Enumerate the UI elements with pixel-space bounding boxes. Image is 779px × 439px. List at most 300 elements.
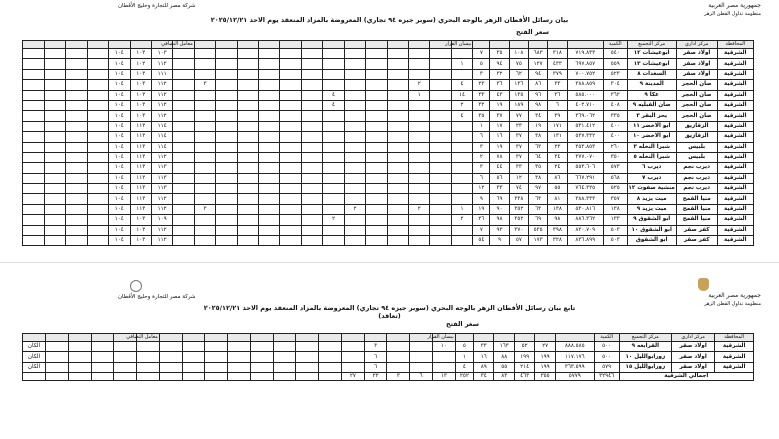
- table-cell: [410, 342, 433, 352]
- table-cell: ٣٠٤: [603, 80, 627, 90]
- table-cell: ٧٧: [509, 111, 528, 121]
- table-cell: ٢: [409, 80, 430, 90]
- column-header: [364, 334, 387, 342]
- table-cell: ٥٢٣: [603, 69, 627, 79]
- table-cell: [433, 352, 456, 362]
- table-cell: ٣٥: [528, 163, 547, 173]
- table-cell: [173, 121, 194, 131]
- table-cell: ١٩: [528, 121, 547, 131]
- table-cell: ٤: [323, 100, 344, 110]
- table-cell: [173, 236, 194, 246]
- table-cell: [173, 111, 194, 121]
- table-cell: [409, 215, 430, 225]
- table-cell: ١٠٤: [109, 152, 130, 162]
- table-cell: [366, 59, 387, 69]
- table-cell: ٦٨٣: [528, 49, 547, 59]
- table-cell: ٣٧٠: [509, 225, 528, 235]
- table-cell: صان الحجر: [676, 80, 717, 90]
- table-cell: اولاد صقر: [676, 59, 717, 69]
- table-cell: [296, 362, 319, 372]
- table-cell: [66, 69, 87, 79]
- table-cell: ٩٤: [490, 59, 509, 69]
- table-cell: [194, 215, 215, 225]
- table-cell: ١٢٧: [528, 59, 547, 69]
- table-cell: [250, 352, 273, 362]
- table-row: [23, 132, 754, 142]
- table-cell: ١٢: [509, 173, 528, 183]
- table-cell: [344, 152, 365, 162]
- total-cell: ٤٦٣: [514, 373, 534, 381]
- table-cell: [194, 225, 215, 235]
- table-cell: [87, 184, 108, 194]
- table-cell: ٣٢: [473, 100, 490, 110]
- table-cell: ١١٣: [130, 132, 151, 142]
- table-cell: الزقازيق: [676, 121, 717, 131]
- table-cell: [68, 342, 91, 352]
- table-cell: [366, 142, 387, 152]
- total-cell: ٣٢٩٤٦: [594, 373, 619, 381]
- table-cell: ديرب نجم: [676, 173, 717, 183]
- table-cell: ٣٥: [473, 111, 490, 121]
- table-cell: [182, 352, 205, 362]
- column-header: بيسان القرار: [445, 41, 472, 47]
- table-cell: ١٠٤: [109, 215, 130, 225]
- table-cell: ١٠٤: [109, 132, 130, 142]
- table-cell: [216, 69, 237, 79]
- table-row: [23, 142, 754, 152]
- column-header: [237, 41, 258, 49]
- table-cell: [45, 352, 68, 362]
- table-cell: ٣٦: [490, 80, 509, 90]
- table-cell: [273, 352, 296, 362]
- table-cell: [216, 215, 237, 225]
- table-cell: ٥٨٥.٠٠٠: [567, 90, 603, 100]
- total-cell: ٨٣: [494, 373, 514, 381]
- table-cell: [409, 121, 430, 131]
- table-cell: ٣٥٠: [603, 152, 627, 162]
- table-cell: [194, 173, 215, 183]
- table-cell: [323, 225, 344, 235]
- table-cell: [451, 173, 472, 183]
- table-cell: [430, 236, 451, 246]
- total-cell: [273, 373, 296, 381]
- table-cell: [344, 80, 365, 90]
- table-cell: [387, 342, 410, 352]
- table-cell: [66, 215, 87, 225]
- column-header: [319, 334, 342, 342]
- table-cell: ٣٤: [528, 111, 547, 121]
- table-cell: [250, 362, 273, 372]
- table-cell: [44, 111, 65, 121]
- table-cell: السعدات ٨: [627, 69, 676, 79]
- table-cell: ١٠٣: [130, 69, 151, 79]
- total-cell: [319, 373, 342, 381]
- table-cell: [319, 352, 342, 362]
- table-cell: الشرقية: [717, 163, 753, 173]
- total-row: [23, 373, 754, 381]
- table-cell: ١١٢: [151, 225, 172, 235]
- column-header: [473, 41, 490, 49]
- table-cell: ٢٦: [473, 215, 490, 225]
- table-cell: [451, 163, 472, 173]
- table-cell: [451, 49, 472, 59]
- table-cell: [87, 59, 108, 69]
- table-cell: ١٠٤: [109, 204, 130, 214]
- table-row: [23, 90, 754, 100]
- table-cell: [301, 152, 322, 162]
- table-cell: ٨٣٦.٨٩٩: [567, 236, 603, 246]
- table-cell: ٨٦: [528, 80, 547, 90]
- table-cell: ١٠٤: [109, 236, 130, 246]
- table-cell: [228, 352, 251, 362]
- table-cell: ٣: [364, 342, 387, 352]
- table-cell: [323, 111, 344, 121]
- table-cell: ٢: [409, 204, 430, 214]
- table-cell: [430, 163, 451, 173]
- table-row: [23, 111, 754, 121]
- table-cell: الزقازيق: [676, 132, 717, 142]
- table-cell: [341, 342, 364, 352]
- table-cell: [23, 152, 45, 162]
- table-cell: [23, 59, 45, 69]
- table-cell: [409, 59, 430, 69]
- table-cell: [87, 173, 108, 183]
- table-cell: ٦: [548, 100, 567, 110]
- table-cell: [216, 59, 237, 69]
- table-cell: ١٨٩: [509, 100, 528, 110]
- table-cell: [66, 204, 87, 214]
- table-cell: منيا القمح: [676, 204, 717, 214]
- column-header: [387, 41, 408, 49]
- table-cell: ١٠٤: [109, 59, 130, 69]
- table-cell: [173, 132, 194, 142]
- table-cell: [87, 163, 108, 173]
- table-cell: ٥: [473, 59, 490, 69]
- table-cell: بلبيس: [676, 142, 717, 152]
- table-cell: اولاد صقر: [676, 49, 717, 59]
- table-cell: [430, 152, 451, 162]
- total-cell: [45, 373, 68, 381]
- total-cell: ٣: [387, 373, 410, 381]
- table-cell: ٥٠٣: [603, 225, 627, 235]
- table-cell: [301, 59, 322, 69]
- republic-label: جمهورية مصر العربية: [708, 2, 761, 9]
- table-cell: [323, 173, 344, 183]
- table-cell: ٦٣: [528, 142, 547, 152]
- table-row: [23, 121, 754, 131]
- table-cell: [301, 80, 322, 90]
- table-cell: ٤٣٣: [548, 59, 567, 69]
- table-cell: الشرقية: [717, 111, 753, 121]
- total-label: اجمالي الشرقية: [619, 373, 753, 381]
- table-cell: ٨٨٦.٣٦٢: [567, 215, 603, 225]
- column-header: بيسان القرار: [427, 334, 454, 340]
- table-cell: الكان: [23, 362, 46, 372]
- table-cell: [301, 225, 322, 235]
- table-cell: [259, 236, 280, 246]
- table-cell: ١٠٣: [130, 90, 151, 100]
- table-cell: [237, 173, 258, 183]
- table-cell: [409, 194, 430, 204]
- table-cell: [23, 80, 45, 90]
- table-cell: عكا ٩: [627, 90, 676, 100]
- table-cell: [205, 352, 228, 362]
- table-cell: صان الحجر: [676, 100, 717, 110]
- table-cell: [66, 59, 87, 69]
- table-cell: ١٩٩: [514, 352, 534, 362]
- table-cell: [280, 49, 301, 59]
- table-cell: [44, 173, 65, 183]
- table-cell: ٦: [364, 362, 387, 372]
- table-cell: [194, 59, 215, 69]
- table-cell: الشرقية: [715, 362, 754, 372]
- table-cell: [280, 225, 301, 235]
- table-cell: [91, 352, 114, 362]
- table-cell: [387, 132, 408, 142]
- table-cell: ٨١: [548, 194, 567, 204]
- table-cell: [23, 90, 45, 100]
- table-cell: [216, 225, 237, 235]
- table-cell: [216, 204, 237, 214]
- table-cell: [344, 184, 365, 194]
- column-header: [109, 41, 130, 49]
- table-cell: ديرب نجم: [676, 163, 717, 173]
- table-cell: الشرقية: [717, 194, 753, 204]
- table-row: [23, 59, 754, 69]
- table-cell: [87, 100, 108, 110]
- table-cell: [323, 80, 344, 90]
- total-cell: [205, 373, 228, 381]
- table-cell: [237, 236, 258, 246]
- table-cell: كفر صقر: [676, 225, 717, 235]
- table-cell: ٣٣: [509, 163, 528, 173]
- table-cell: [87, 194, 108, 204]
- table-cell: ٩٨: [528, 100, 547, 110]
- table-cell: ١: [409, 90, 430, 100]
- table-cell: ١١٢: [151, 111, 172, 121]
- column-header: [23, 41, 45, 49]
- column-header: الكمية: [594, 334, 619, 342]
- table-cell: [194, 152, 215, 162]
- table-row: [23, 352, 754, 362]
- table-cell: [259, 225, 280, 235]
- table-cell: الشرقية: [717, 173, 753, 183]
- table-header-row: [23, 334, 754, 342]
- table-header-row: [23, 41, 754, 49]
- table-cell: [44, 142, 65, 152]
- table-cell: ٣٣: [490, 184, 509, 194]
- table-cell: ٤: [451, 111, 472, 121]
- table-cell: [173, 100, 194, 110]
- table-cell: [344, 142, 365, 152]
- table-cell: [430, 173, 451, 183]
- table-cell: [387, 204, 408, 214]
- table-cell: [344, 236, 365, 246]
- table-cell: [137, 362, 160, 372]
- table-cell: [216, 236, 237, 246]
- table-cell: ابو الشقوق ٩: [627, 215, 676, 225]
- table-cell: ٨٨: [494, 352, 514, 362]
- table-cell: [280, 215, 301, 225]
- table-cell: [194, 90, 215, 100]
- table-cell: [87, 121, 108, 131]
- table-cell: [273, 362, 296, 372]
- table-cell: [44, 59, 65, 69]
- table-cell: [280, 204, 301, 214]
- total-cell: [159, 373, 182, 381]
- table-cell: [23, 225, 45, 235]
- table-cell: [409, 152, 430, 162]
- column-header: [44, 41, 65, 49]
- column-header: [366, 41, 387, 49]
- table-cell: اولاد صقر: [672, 342, 715, 352]
- table-cell: ٥٢٥: [603, 184, 627, 194]
- table-cell: [344, 90, 365, 100]
- table-cell: ٨٨٨.٥٨٥: [555, 342, 594, 352]
- table-cell: صان القبليه ٩: [627, 100, 676, 110]
- table-cell: [194, 142, 215, 152]
- table-cell: [173, 69, 194, 79]
- table-cell: [237, 194, 258, 204]
- table-cell: [45, 362, 68, 372]
- table-cell: [68, 362, 91, 372]
- table-cell: [216, 163, 237, 173]
- table-cell: [451, 69, 472, 79]
- table-cell: [323, 204, 344, 214]
- table-cell: [216, 111, 237, 121]
- table-cell: ١٣٨: [548, 204, 567, 214]
- table-cell: الشرقية: [717, 142, 753, 152]
- table-cell: [173, 215, 194, 225]
- table-cell: ٤٠٢.٧١٠: [567, 100, 603, 110]
- table-cell: [323, 194, 344, 204]
- table-cell: ٢: [473, 152, 490, 162]
- table-cell: [430, 194, 451, 204]
- table-cell: ٥٢: [514, 342, 534, 352]
- table-cell: ١٠٢: [130, 59, 151, 69]
- table-cell: ٩٧: [528, 184, 547, 194]
- table-cell: [430, 121, 451, 131]
- subtitle-2: سعر الفتح: [445, 320, 479, 328]
- table-cell: ميت يزيد ٩: [627, 204, 676, 214]
- column-header: [473, 334, 493, 342]
- table-cell: ٢٣: [473, 80, 490, 90]
- table-cell: [323, 121, 344, 131]
- table-cell: الشرقية: [717, 236, 753, 246]
- table-cell: [44, 69, 65, 79]
- table-cell: ٣: [194, 80, 215, 90]
- table-cell: [66, 163, 87, 173]
- table-cell: [44, 204, 65, 214]
- table-cell: ٧٥: [509, 59, 528, 69]
- table-cell: [280, 111, 301, 121]
- table-cell: ١٣٨: [603, 204, 627, 214]
- table-cell: ١٠٣: [130, 225, 151, 235]
- table-cell: ١٢: [473, 184, 490, 194]
- table-cell: [216, 121, 237, 131]
- table-cell: ٤٣: [490, 90, 509, 100]
- table-cell: ٩٨: [548, 215, 567, 225]
- table-cell: الشرقية: [717, 49, 753, 59]
- table-cell: الشرقية: [717, 59, 753, 69]
- column-header: [130, 41, 151, 49]
- table-cell: [301, 100, 322, 110]
- table-cell: ٢٤: [548, 163, 567, 173]
- column-header: [194, 41, 215, 49]
- republic-label-2: جمهورية مصر العربية: [708, 292, 761, 299]
- table-row: [23, 69, 754, 79]
- column-header: [455, 334, 473, 342]
- table-cell: ٣١٨: [548, 49, 567, 59]
- table-cell: [66, 111, 87, 121]
- total-cell: [114, 373, 137, 381]
- table-cell: ٢: [323, 215, 344, 225]
- table-cell: [323, 49, 344, 59]
- table-cell: [237, 184, 258, 194]
- table-cell: ١١٢: [151, 152, 172, 162]
- table-cell: [409, 163, 430, 173]
- table-cell: [237, 152, 258, 162]
- table-cell: ٧١٩.٨٣٣: [567, 49, 603, 59]
- table-row: [23, 204, 754, 214]
- table-cell: [23, 132, 45, 142]
- table-cell: [216, 184, 237, 194]
- table-cell: الشرقية: [717, 215, 753, 225]
- column-header: [548, 41, 567, 49]
- table-row: [23, 225, 754, 235]
- table-cell: ٥٥٣.٦٠٦: [567, 163, 603, 173]
- table-cell: [173, 163, 194, 173]
- table-row: [23, 236, 754, 246]
- table-cell: ١٩٩: [535, 362, 555, 372]
- table-cell: [216, 49, 237, 59]
- table-cell: ٩٠: [490, 204, 509, 214]
- table-cell: ٥: [455, 342, 473, 352]
- table-cell: [173, 204, 194, 214]
- table-cell: ٥٥٩: [603, 59, 627, 69]
- table-cell: [387, 225, 408, 235]
- table-cell: ٦٩٧.٨٥٧: [567, 59, 603, 69]
- table-cell: [66, 152, 87, 162]
- table-cell: ابو الاخضر ١١: [627, 121, 676, 131]
- table-cell: [23, 142, 45, 152]
- table-cell: ٥٧٩: [594, 362, 619, 372]
- table-cell: [173, 59, 194, 69]
- table-cell: [114, 342, 137, 352]
- table-cell: ١١٣: [130, 194, 151, 204]
- table-cell: [23, 121, 45, 131]
- table-cell: [366, 173, 387, 183]
- table-cell: [137, 352, 160, 362]
- table-cell: ٧٤: [509, 184, 528, 194]
- table-cell: ١١٢: [151, 194, 172, 204]
- table-cell: [44, 90, 65, 100]
- table-cell: ٧٦٤.٣٢٥: [567, 184, 603, 194]
- table-cell: ٢١٤: [514, 362, 534, 372]
- table-cell: [387, 152, 408, 162]
- table-cell: [259, 80, 280, 90]
- table-cell: ٣٨٨.٨٥٩: [567, 80, 603, 90]
- table-cell: ٩٣: [490, 225, 509, 235]
- table-cell: ٦: [473, 132, 490, 142]
- table-cell: ٥٠٣: [603, 236, 627, 246]
- table-cell: ٥٧: [509, 236, 528, 246]
- table-cell: ٣٦٩.٠٦٢: [567, 111, 603, 121]
- table-cell: ١٧١: [548, 121, 567, 131]
- table-cell: [344, 111, 365, 121]
- table-cell: [173, 194, 194, 204]
- table-cell: [387, 173, 408, 183]
